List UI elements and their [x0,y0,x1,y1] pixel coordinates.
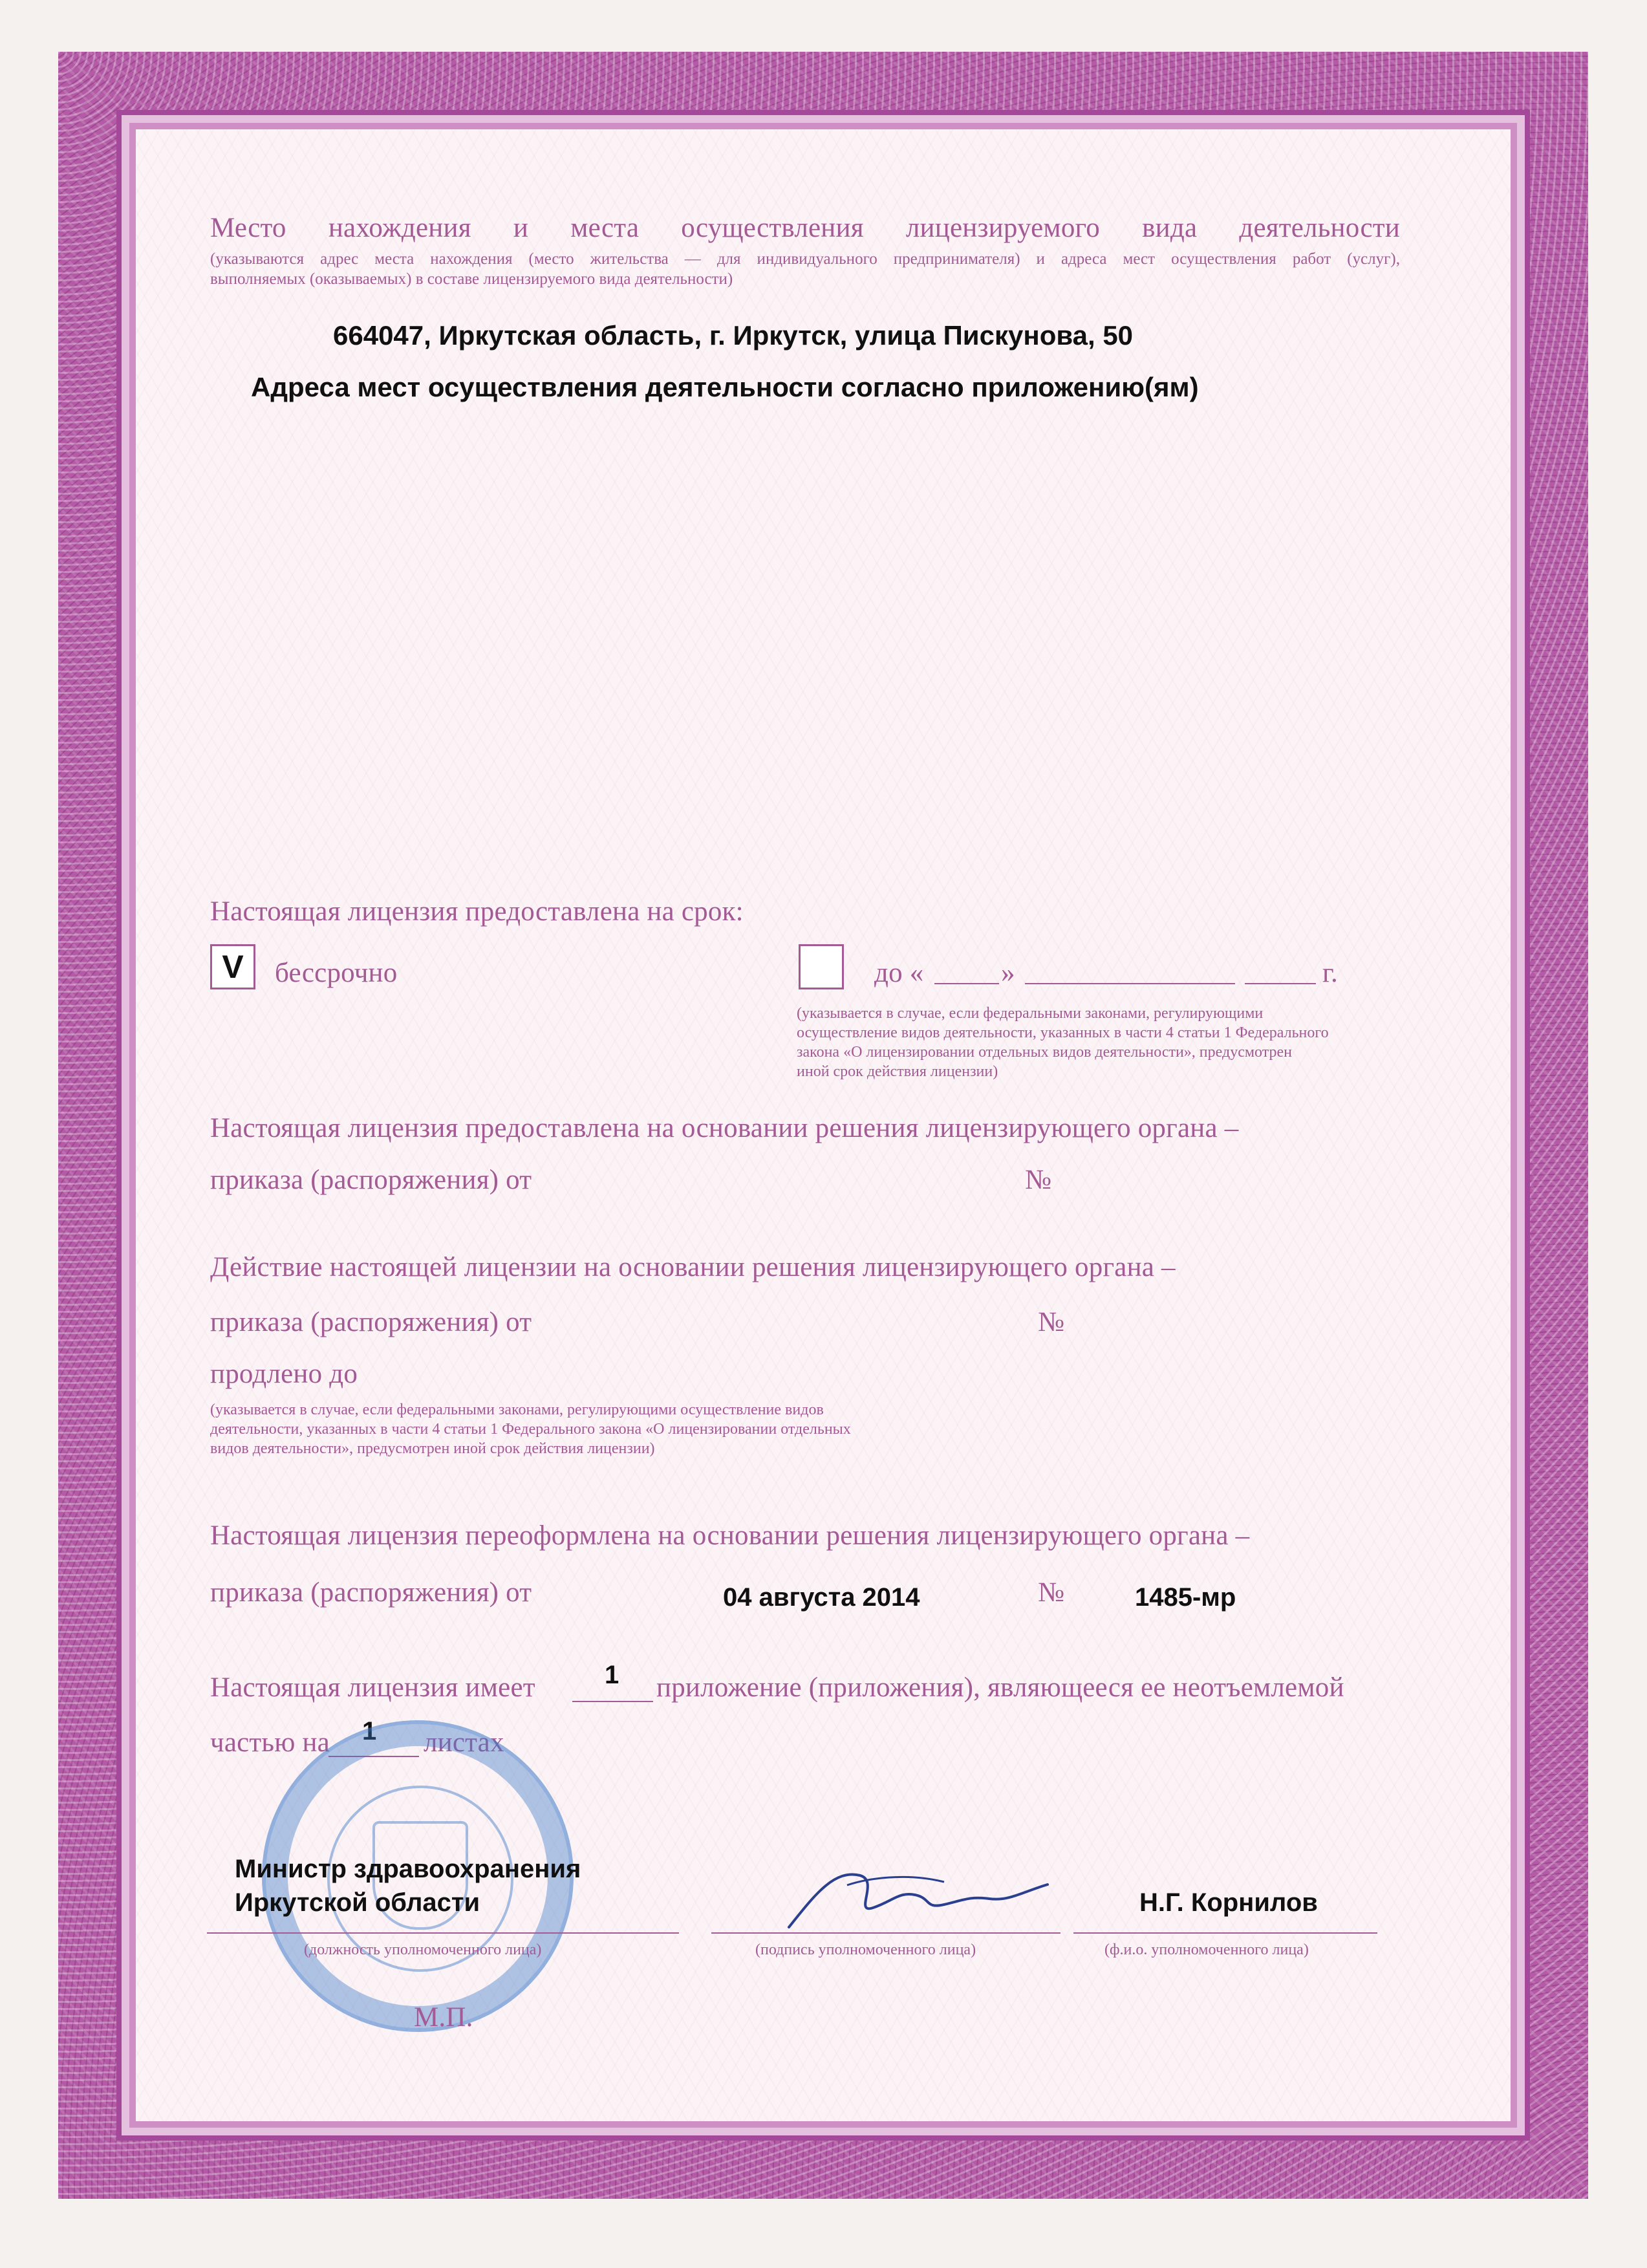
reissue-order-label: приказа (распоряжения) от [210,1577,532,1608]
name-caption: (ф.и.о. уполномоченного лица) [1104,1941,1309,1958]
term-note-line4: иной срок действия лицензии) [797,1063,998,1080]
basis-order-label: приказа (распоряжения) от [210,1165,532,1195]
term-note-line2: осуществление видов деятельности, указанных в части 4 статьи 1 Федерального [797,1024,1329,1041]
extension-note-line1: (указывается в случае, если федеральными законами, регулирующими осуществление видов [210,1401,824,1418]
appendix-count-line [572,1701,653,1702]
until-day-line [934,983,999,984]
extension-note-line2: деятельности, указанных в части 4 статьи 1 Федерального закона «О лицензировании отдельных [210,1421,851,1438]
position-line [207,1932,679,1934]
location-heading: Место нахождения и места осуществления лицензируемого вида деятельности [210,213,1400,243]
until-suffix: г. [1322,958,1338,988]
location-note-line2: выполняемых (оказываемых) в составе лицензируемого вида деятельности) [210,270,733,288]
name-line [1073,1932,1377,1934]
location-note-line1: (указываются адрес места нахождения (место жительства — для индивидуального предпринимателя) и адреса мест осуществления работ (услуг), [210,250,1400,268]
appendix-sheets-prefix: частью на [210,1727,330,1758]
extension-order-label: приказа (распоряжения) от [210,1307,532,1337]
basis-line: Настоящая лицензия предоставлена на основании решения лицензирующего органа – [210,1113,1239,1143]
appendix-sheets: 1 [362,1717,377,1745]
extension-number-sign: № [1038,1307,1065,1337]
extension-extended-label: продлено до [210,1359,358,1389]
until-checkbox[interactable] [799,944,844,989]
until-year-line [1245,983,1316,984]
signatory-position-line1: Министр здравоохранения [235,1855,581,1883]
reissue-date: 04 августа 2014 [723,1583,920,1612]
term-note-line3: закона «О лицензировании отдельных видов деятельности», предусмотрен [797,1044,1292,1061]
extension-line: Действие настоящей лицензии на основании решения лицензирующего органа – [210,1252,1176,1282]
signature-icon [776,1856,1060,1940]
until-prefix: до « [874,958,924,988]
signatory-position-line2: Иркутской области [235,1888,480,1917]
checkbox-mark: V [222,949,244,985]
appendix-prefix: Настоящая лицензия имеет [210,1672,535,1703]
position-caption: (должность уполномоченного лица) [304,1941,542,1958]
extension-note-line3: видов деятельности», предусмотрен иной срок действия лицензии) [210,1440,655,1457]
appendix-count: 1 [605,1661,619,1689]
signature-caption: (подпись уполномоченного лица) [755,1941,976,1958]
appendix-sheets-suffix: листах [424,1727,504,1758]
location-address: 664047, Иркутская область, г. Иркутск, улица Пискунова, 50 [333,320,1134,351]
appendix-suffix: приложение (приложения), являющееся ее неотъемлемой [656,1672,1344,1703]
basis-number-sign: № [1025,1165,1052,1195]
reissue-number: 1485-мр [1135,1583,1236,1612]
until-month-line [1025,983,1235,984]
indefinite-checkbox[interactable] [210,944,255,989]
reissue-line: Настоящая лицензия переоформлена на основании решения лицензирующего органа – [210,1520,1250,1551]
until-middle: » [1001,958,1015,988]
indefinite-label: бессрочно [275,958,398,988]
term-note-line1: (указывается в случае, если федеральными законами, регулирующими [797,1005,1264,1022]
reissue-number-sign: № [1038,1577,1065,1608]
location-addresses-note: Адреса мест осуществления деятельности согласно приложению(ям) [251,372,1199,402]
signatory-name: Н.Г. Корнилов [1139,1888,1318,1917]
term-heading: Настоящая лицензия предоставлена на срок: [210,896,744,927]
stamp-place: М.П. [414,2002,473,2033]
